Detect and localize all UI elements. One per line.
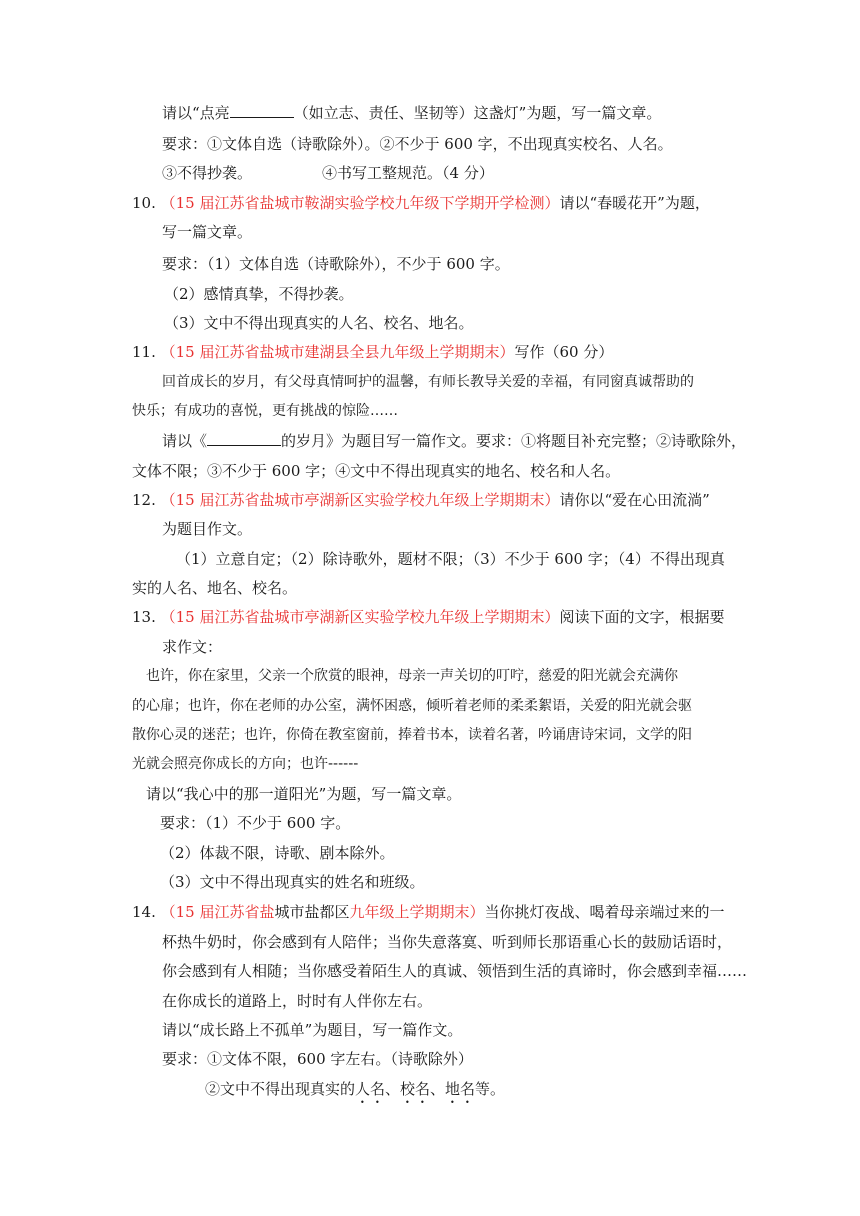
- text: 请以“点亮: [162, 104, 230, 122]
- q13-line-2: 求作文：: [162, 638, 223, 656]
- q11-intro-2: 快乐；有成功的喜悦，更有挑战的惊险……: [132, 403, 398, 419]
- q14-req-1: 要求：①文体不限，600 字左右。（诗歌除外）: [162, 1050, 473, 1068]
- q10-req-2: （2）感情真挚，不得抄袭。: [164, 285, 354, 303]
- q11-line-1: [132, 342, 613, 362]
- text: 阅读下面的文字，根据要: [559, 608, 725, 626]
- q13-line-1: [132, 607, 725, 627]
- fill-blank: [207, 431, 281, 446]
- q14-para-2: 你会感到有人相随；当你感受着陌生人的真诚、领悟到生活的真谛时，你会感到幸福……: [162, 962, 748, 980]
- question-source: （15 届江苏省盐城市建湖县全县九年级上学期期末）: [160, 343, 515, 361]
- q13-para-3: 散你心灵的迷茫；也许，你倚在教室窗前，捧着书本，读着名著，吟诵唐诗宋词，文学的阳: [132, 727, 692, 743]
- q14-req-2: [205, 1079, 505, 1107]
- question-number: 11.: [132, 343, 156, 361]
- text: 当你挑灯夜战、喝着母亲端过来的一: [484, 903, 725, 921]
- question-number: 10.: [132, 194, 156, 212]
- q10-req-3: （3）文中不得出现真实的人名、校名、地名。: [164, 314, 474, 332]
- question-source: （15 届江苏省盐: [160, 903, 275, 921]
- text: 请以“春暖花开”为题，: [559, 194, 710, 212]
- q13-req-1: 要求：（1）不少于 600 字。: [160, 814, 351, 832]
- text: ③不得抄袭。: [162, 164, 253, 182]
- q14-task: 请以“成长路上不孤单”为题目，写一篇作文。: [162, 1021, 463, 1039]
- text: 写作（60 分）: [514, 343, 614, 361]
- question-source: 城市盐都区: [274, 903, 350, 921]
- q13-req-2: （2）体裁不限，诗歌、剧本除外。: [160, 844, 395, 862]
- q14-line-1: [132, 902, 725, 922]
- q10-line-1: [132, 193, 710, 213]
- pre-line-1: [162, 103, 661, 123]
- fill-blank: [230, 103, 294, 118]
- question-number: 14.: [132, 903, 156, 921]
- q11-req-1: [162, 431, 746, 451]
- question-number: 13.: [132, 608, 156, 626]
- text: 请你以“爱在心田流淌”: [559, 491, 710, 509]
- q10-line-2: 写一篇文章。: [162, 223, 253, 241]
- text: ④书写工整规范。（4 分）: [322, 164, 494, 182]
- q11-intro-1: 回首成长的岁月，有父母真情呵护的温馨，有师长教导关爱的幸福，有同窗真诚帮助的: [162, 374, 694, 390]
- text: 请以《: [162, 432, 208, 450]
- question-source: （15 届江苏省盐城市鞍湖实验学校九年级下学期开学检测）: [160, 194, 560, 212]
- text: ②文中不得出现真实的: [205, 1080, 356, 1098]
- text: 等。: [475, 1080, 506, 1098]
- question-source: 九年级上学期期末）: [349, 903, 485, 921]
- q12-line-2: 为题目作文。: [162, 520, 253, 538]
- text: 的岁月》为题目写一篇作文。要求：①将题目补充完整；②诗歌除外，: [281, 432, 747, 450]
- q14-para-3: 在你成长的道路上，时时有人伴你左右。: [162, 992, 433, 1010]
- q12-req-1: （1）立意自定；（2）除诗歌外，题材不限；（3）不少于 600 字；（4）不得出现真: [176, 550, 725, 568]
- pre-line-2: 要求：①文体自选（诗歌除外）。②不少于 600 字，不出现真实校名、人名。: [162, 135, 673, 153]
- question-source: （15 届江苏省盐城市亭湖新区实验学校九年级上学期期末）: [160, 608, 560, 626]
- q13-para-4: 光就会照亮你成长的方向；也许------: [132, 756, 359, 772]
- q14-para-1: 杯热牛奶时，你会感到有人陪伴；当你失意落寞、听到师长那语重心长的鼓励话语时，: [162, 933, 733, 951]
- emphasized-text: 人名、校名、地名: [355, 1080, 476, 1098]
- pre-line-3: [162, 163, 494, 183]
- text: （如立志、责任、坚韧等）这盏灯”为题，写一篇文章。: [293, 104, 662, 122]
- q13-para-2: 的心扉；也许，你在老师的办公室，满怀困惑，倾听着老师的柔柔絮语，关爱的阳光就会驱: [132, 698, 692, 714]
- question-number: 12.: [132, 491, 156, 509]
- q10-req-1: 要求：（1）文体自选（诗歌除外），不少于 600 字。: [162, 255, 510, 273]
- q13-para-1: 也许，你在家里，父亲一个欣赏的眼神，母亲一声关切的叮咛，慈爱的阳光就会充满你: [146, 668, 678, 684]
- question-source: （15 届江苏省盐城市亭湖新区实验学校九年级上学期期末）: [160, 491, 560, 509]
- q12-req-2: 实的人名、地名、校名。: [132, 579, 298, 597]
- q11-req-2: 文体不限；③不少于 600 字；④文中不得出现真实的地名、校名和人名。: [132, 462, 621, 480]
- q12-line-1: [132, 490, 710, 510]
- q13-req-3: （3）文中不得出现真实的姓名和班级。: [160, 873, 425, 891]
- q13-task: 请以“我心中的那一道阳光”为题，写一篇文章。: [146, 785, 462, 803]
